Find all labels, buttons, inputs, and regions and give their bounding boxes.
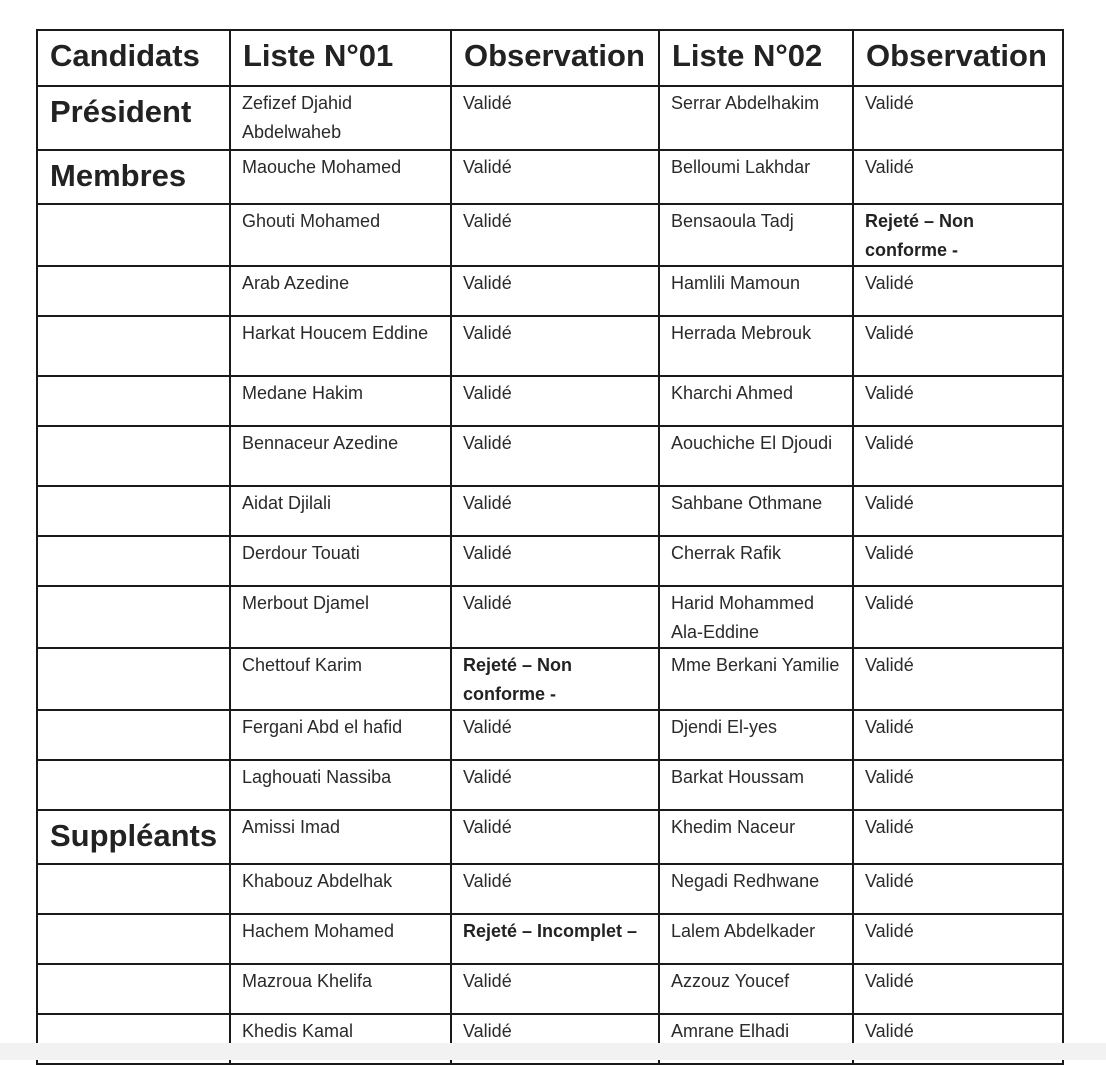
- list1-observation: [451, 648, 659, 710]
- category-cell-empty: [37, 864, 230, 914]
- list1-candidate-name: Fergani Abd el hafid: [230, 710, 451, 760]
- list2-observation: [853, 486, 1063, 536]
- list1-candidate-name: Zefizef Djahid Abdelwaheb: [230, 86, 451, 150]
- list2-candidate-name: Bensaoula Tadj: [659, 204, 853, 266]
- validated-status: Validé: [463, 157, 512, 177]
- list1-observation: [451, 426, 659, 486]
- list1-candidate-name: Arab Azedine: [230, 266, 451, 316]
- validated-status: Validé: [865, 433, 914, 453]
- header-liste-02: Liste N°02: [659, 30, 853, 86]
- table-row: [37, 586, 1063, 648]
- list1-candidate-name: Khedis Kamal: [230, 1014, 451, 1064]
- list1-observation: [451, 864, 659, 914]
- list1-observation: [451, 536, 659, 586]
- validated-status: Validé: [463, 323, 512, 343]
- list1-candidate-name: Merbout Djamel: [230, 586, 451, 648]
- category-cell-empty: [37, 710, 230, 760]
- list2-candidate-name: Azzouz Youcef: [659, 964, 853, 1014]
- table-row: [37, 864, 1063, 914]
- list2-observation: [853, 760, 1063, 810]
- list1-observation: [451, 204, 659, 266]
- validated-status: Validé: [865, 157, 914, 177]
- list2-candidate-name: Aouchiche El Djoudi: [659, 426, 853, 486]
- list2-candidate-name: Sahbane Othmane: [659, 486, 853, 536]
- header-row: [37, 30, 1063, 86]
- validated-status: Validé: [463, 433, 512, 453]
- header-observation-2: Observation: [853, 30, 1063, 86]
- validated-status: Validé: [865, 921, 914, 941]
- rejected-status: Rejeté – Non conforme -: [463, 655, 573, 704]
- category-cell-empty: [37, 586, 230, 648]
- list1-observation: [451, 760, 659, 810]
- category-cell-empty: [37, 964, 230, 1014]
- validated-status: Validé: [463, 543, 512, 563]
- list2-candidate-name: Serrar Abdelhakim: [659, 86, 853, 150]
- validated-status: Validé: [865, 273, 914, 293]
- list1-candidate-name: Khabouz Abdelhak: [230, 864, 451, 914]
- category-cell-empty: [37, 376, 230, 426]
- table-row: [37, 266, 1063, 316]
- list2-candidate-name: Belloumi Lakhdar: [659, 150, 853, 204]
- list1-observation: [451, 710, 659, 760]
- table-row: [37, 86, 1063, 150]
- validated-status: Validé: [865, 323, 914, 343]
- list2-observation: [853, 536, 1063, 586]
- list2-candidate-name: Negadi Redhwane: [659, 864, 853, 914]
- list1-observation: [451, 964, 659, 1014]
- list1-candidate-name: Mazroua Khelifa: [230, 964, 451, 1014]
- validated-status: Validé: [865, 493, 914, 513]
- rejected-status: Rejeté – Non conforme -: [865, 211, 975, 260]
- validated-status: Validé: [865, 971, 914, 991]
- list2-observation: [853, 586, 1063, 648]
- list2-candidate-name: Herrada Mebrouk: [659, 316, 853, 376]
- list2-candidate-name: Lalem Abdelkader: [659, 914, 853, 964]
- list1-candidate-name: Aidat Djilali: [230, 486, 451, 536]
- bottom-strip: [0, 1043, 1106, 1060]
- category-cell-empty: [37, 914, 230, 964]
- validated-status: Validé: [865, 871, 914, 891]
- list2-observation: [853, 316, 1063, 376]
- list1-candidate-name: Chettouf Karim: [230, 648, 451, 710]
- category-cell-empty: [37, 204, 230, 266]
- table-row: [37, 760, 1063, 810]
- list2-observation: [853, 86, 1063, 150]
- validated-status: Validé: [865, 1021, 914, 1041]
- table-row: [37, 710, 1063, 760]
- category-cell-empty: [37, 648, 230, 710]
- list2-observation: [853, 376, 1063, 426]
- validated-status: Validé: [463, 1021, 512, 1041]
- list2-candidate-name: Cherrak Rafik: [659, 536, 853, 586]
- list1-candidate-name: Medane Hakim: [230, 376, 451, 426]
- list1-candidate-name: Maouche Mohamed: [230, 150, 451, 204]
- validated-status: Validé: [463, 971, 512, 991]
- list1-observation: [451, 266, 659, 316]
- validated-status: Validé: [463, 93, 512, 113]
- validated-status: Validé: [463, 383, 512, 403]
- validated-status: Validé: [865, 655, 914, 675]
- rejected-status: Rejeté – Incomplet –: [463, 921, 638, 941]
- validated-status: Validé: [463, 211, 512, 231]
- list1-observation: [451, 316, 659, 376]
- table-row: [37, 486, 1063, 536]
- category-cell: Président: [37, 86, 230, 150]
- table-row: [37, 914, 1063, 964]
- category-cell-empty: [37, 316, 230, 376]
- validated-status: Validé: [865, 717, 914, 737]
- validated-status: Validé: [463, 767, 512, 787]
- table-body: [37, 86, 1063, 1064]
- list2-candidate-name: Hamlili Mamoun: [659, 266, 853, 316]
- list1-observation: [451, 376, 659, 426]
- list1-observation: [451, 86, 659, 150]
- list2-observation: [853, 426, 1063, 486]
- validated-status: Validé: [865, 543, 914, 563]
- validated-status: Validé: [463, 717, 512, 737]
- header-liste-01: Liste N°01: [230, 30, 451, 86]
- validated-status: Validé: [463, 817, 512, 837]
- validated-status: Validé: [865, 93, 914, 113]
- list2-observation: [853, 150, 1063, 204]
- category-cell: Suppléants: [37, 810, 230, 864]
- list1-candidate-name: Amissi Imad: [230, 810, 451, 864]
- table-row: [37, 426, 1063, 486]
- list1-observation: [451, 810, 659, 864]
- list1-observation: [451, 150, 659, 204]
- table-row: [37, 204, 1063, 266]
- category-cell-empty: [37, 536, 230, 586]
- table-row: [37, 536, 1063, 586]
- validated-status: Validé: [463, 273, 512, 293]
- table-row: [37, 316, 1063, 376]
- list2-observation: [853, 266, 1063, 316]
- list2-candidate-name: Djendi El-yes: [659, 710, 853, 760]
- table-row: [37, 150, 1063, 204]
- list2-observation: [853, 864, 1063, 914]
- category-cell-empty: [37, 426, 230, 486]
- category-cell-empty: [37, 266, 230, 316]
- list2-observation: [853, 964, 1063, 1014]
- category-cell-empty: [37, 486, 230, 536]
- candidates-table: [36, 29, 1064, 1065]
- list2-observation: [853, 810, 1063, 864]
- list1-observation: [451, 914, 659, 964]
- validated-status: Validé: [865, 383, 914, 403]
- table-row: [37, 376, 1063, 426]
- list2-observation: [853, 648, 1063, 710]
- category-cell-empty: [37, 760, 230, 810]
- list1-candidate-name: Laghouati Nassiba: [230, 760, 451, 810]
- list2-candidate-name: Kharchi Ahmed: [659, 376, 853, 426]
- category-cell: Membres: [37, 150, 230, 204]
- list1-observation: [451, 586, 659, 648]
- validated-status: Validé: [463, 593, 512, 613]
- list2-observation: [853, 914, 1063, 964]
- list2-candidate-name: Mme Berkani Yamilie: [659, 648, 853, 710]
- validated-status: Validé: [865, 817, 914, 837]
- table-row: [37, 648, 1063, 710]
- validated-status: Validé: [463, 871, 512, 891]
- list1-candidate-name: Bennaceur Azedine: [230, 426, 451, 486]
- list2-candidate-name: Amrane Elhadi: [659, 1014, 853, 1064]
- header-candidats: Candidats: [37, 30, 230, 86]
- list1-candidate-name: Derdour Touati: [230, 536, 451, 586]
- validated-status: Validé: [865, 767, 914, 787]
- header-observation-1: Observation: [451, 30, 659, 86]
- table-header: [37, 30, 1063, 86]
- list2-observation: [853, 204, 1063, 266]
- list2-observation: [853, 710, 1063, 760]
- validated-status: Validé: [463, 493, 512, 513]
- list2-candidate-name: Harid Mohammed Ala-Eddine: [659, 586, 853, 648]
- table-row: [37, 810, 1063, 864]
- validated-status: Validé: [865, 593, 914, 613]
- list1-candidate-name: Hachem Mohamed: [230, 914, 451, 964]
- list2-candidate-name: Khedim Naceur: [659, 810, 853, 864]
- list1-candidate-name: Harkat Houcem Eddine: [230, 316, 451, 376]
- list1-observation: [451, 486, 659, 536]
- table-row: [37, 964, 1063, 1014]
- list2-candidate-name: Barkat Houssam: [659, 760, 853, 810]
- list1-candidate-name: Ghouti Mohamed: [230, 204, 451, 266]
